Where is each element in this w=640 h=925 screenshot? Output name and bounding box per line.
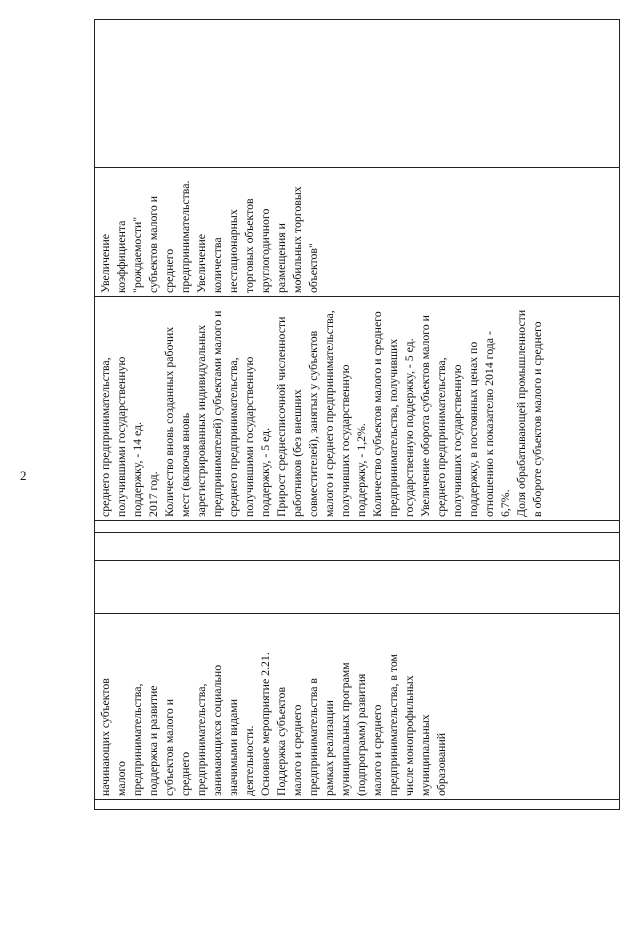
- table-cell-col-h: [95, 20, 620, 168]
- table-cell-indicators: [95, 297, 620, 521]
- table-cell-results: [95, 168, 620, 297]
- table-cell-activity: [95, 614, 620, 800]
- indicators-text: среднего предпринимательства, получившими государственную поддержку, - 14 ед. 2017 год. Количество вновь созданных рабочих мест (включая вновь зарегистрированных индивидуальных предпринимателей) субъектами малого и среднего предпринимательства, получившими государственную поддержку, - 5 ед. Прирост среднесписочной численности работников (без внешних совместителей), занятых у субъектов малого и среднего предпринимательства, получивших государственную поддержку, - 1,2%. Количество субъектов малого и среднего предпринимательства, получивших государственную поддержку, - 5 ед. Увеличение оборота субъектов малого и среднего предпринимательства, получивших государственную поддержку, в постоянных ценах по отношению к показателю 2014 года - 6,7%. Доля обрабатывающей промышленности в обороте субъектов малого и среднего: [98, 309, 544, 517]
- page-number: 2: [20, 468, 27, 483]
- table-cell-col-c: [95, 561, 620, 614]
- table-row: [95, 20, 620, 810]
- table-cell-col-d: [95, 533, 620, 561]
- activity-description: начинающих субъектов малого предпринимательства, поддержка и развитие субъектов малого и среднего предпринимательства, занимающихся социально значимыми видами деятельности. Основное мероприятие 2.21. Поддержка субъектов малого и среднего предпринимательства в рамках реализации муниципальных программ (подпрограмм) развития малого и среднего предпринимательства, в том числе монопрофильных муниципальных образований: [98, 652, 448, 796]
- table-cell-col-a: [95, 800, 620, 810]
- table-cell-col-e: [95, 521, 620, 533]
- expected-results-text: Увеличение коэффициента "рождаемости" субъектов малого и среднего предпринимательства. Увеличение количества нестационарных торговых объектов круглогодичного размещения и мобильных торговых объектов": [98, 180, 320, 293]
- measures-table: [94, 19, 620, 810]
- rotated-page-content: [94, 20, 640, 925]
- rotated-table-frame: [94, 20, 620, 810]
